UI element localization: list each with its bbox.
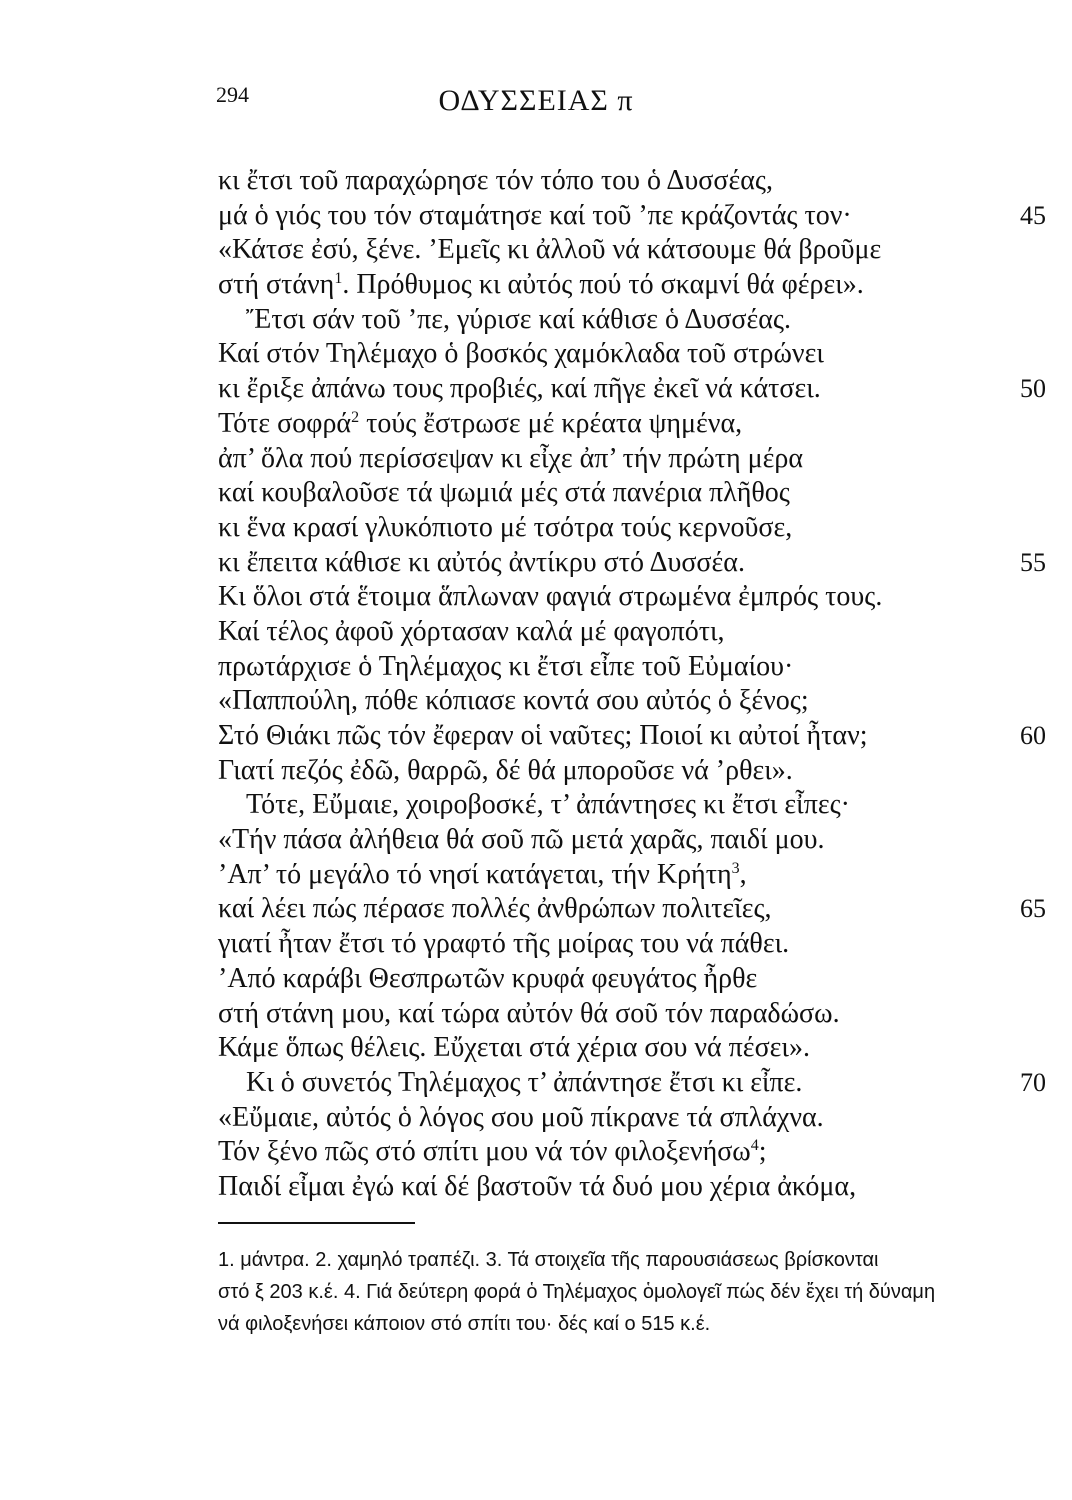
verse-text-main: ἀπ’ ὅλα πού περίσσεψαν κι εἶχε ἀπ’ τήν πρώτη μέρα [218, 442, 804, 474]
page-number: 294 [216, 82, 249, 107]
running-head: ΟΔΥΣΣΕΙΑΣ π [438, 84, 634, 117]
verse-line [0, 511, 1072, 546]
verse-text [218, 719, 868, 754]
verse-text [218, 233, 881, 268]
verse-text-main: «Εὔμαιε, αὐτός ὁ λόγος σου μοῦ πίκρανε τά σπλάχνα. [218, 1101, 824, 1133]
footnote-divider [218, 1222, 415, 1224]
footnote-line: στό ξ 203 κ.έ. 4. Γιά δεύτερη φορά ὁ Τηλέμαχος ὁμολογεῖ πώς δέν ἔχει τή δύναμη [218, 1281, 936, 1303]
verse-line [0, 1135, 1072, 1170]
verse-line [0, 962, 1072, 997]
verse-number: 50 [1020, 374, 1046, 404]
verse-text [218, 615, 725, 650]
verse-number: 60 [1020, 721, 1046, 750]
verse-text [246, 303, 791, 338]
verse-line [0, 442, 1072, 477]
verse-text-main: πρωτάρχισε ὁ Τηλέμαχος κι ἔτσι εἶπε τοῦ Εὐμαίου· [218, 650, 794, 682]
verse-text [218, 476, 790, 511]
verse-text-main: Παιδί εἶμαι ἐγώ καί δέ βαστοῦν τά δυό μου χέρια ἀκόμα, [218, 1170, 857, 1202]
verse-text [218, 1135, 767, 1170]
verse-text [218, 684, 809, 719]
verse-line [0, 337, 1072, 372]
verse-number: 45 [1020, 200, 1046, 230]
verse-text-main: καί κουβαλοῦσε τά ψωμιά μές στά πανέρια πλῆθος [218, 477, 790, 509]
verse-line [0, 372, 1072, 407]
verse-text [218, 962, 757, 997]
verse-text [218, 823, 824, 858]
footnote-line: νά φιλοξενήσει κάποιον στό σπίτι του· δές καί ο 515 κ.έ. [218, 1313, 711, 1335]
footnotes [218, 1244, 1046, 1340]
verse-text-main: κι ἔπειτα κάθισε κι αὐτός ἀντίκρυ στό Δυσσέα. [218, 546, 745, 578]
verse-text-main: Καί στόν Τηλέμαχο ὁ βοσκός χαμόκλαδα τοῦ στρώνει [218, 338, 824, 370]
verse-line [0, 268, 1072, 303]
verse-text [218, 580, 882, 615]
verse-line [0, 546, 1072, 581]
verse-text-continuation: , [739, 858, 747, 890]
verse-block [0, 164, 1072, 1205]
verse-line [0, 303, 1072, 338]
verse-line [0, 892, 1072, 927]
verse-line [0, 788, 1072, 823]
verse-text-main: Τότε, Εὔμαιε, χοιροβοσκέ, τ’ ἀπάντησες κι ἔτσι εἶπες· [246, 789, 850, 821]
verse-text [218, 858, 747, 893]
verse-text-main: Κάμε ὅπως θέλεις. Εὔχεται στά χέρια σου νά πέσει». [218, 1032, 810, 1064]
verse-text [218, 442, 803, 477]
verse-line [0, 233, 1072, 268]
verse-text [246, 1066, 802, 1101]
verse-line [0, 858, 1072, 893]
verse-line [0, 1101, 1072, 1136]
verse-text [218, 546, 745, 581]
verse-line [0, 199, 1072, 234]
verse-text-main: Τότε σοφρά [218, 407, 352, 439]
verse-text [218, 407, 742, 442]
verse-text [218, 372, 821, 407]
verse-text [218, 997, 840, 1032]
verse-text-main: Κι ὅλοι στά ἕτοιμα ἅπλωναν φαγιά στρωμένα ἐμπρός τους. [218, 581, 883, 613]
verse-line [0, 1031, 1072, 1066]
verse-text-main: ’Απ’ τό μεγάλο τό νησί κατάγεται, τήν Κρήτη [218, 858, 732, 890]
verse-text-main: κι ἔτσι τοῦ παραχώρησε τόν τόπο του ὁ Δυσσέας, [218, 165, 773, 196]
verse-text-main: Καί τέλος ἀφοῦ χόρτασαν καλά μέ φαγοπότι, [218, 615, 725, 647]
verse-text-main: καί λέει πώς πέρασε πολλές ἀνθρώπων πολιτεῖες, [218, 893, 772, 925]
verse-number: 70 [1020, 1067, 1046, 1097]
verse-text [218, 268, 864, 303]
verse-line [0, 1066, 1072, 1101]
verse-text [218, 511, 792, 546]
verse-text-main: στή στάνη [218, 269, 335, 301]
verse-text-main: Τόν ξένο πῶς στό σπίτι μου νά τόν φιλοξενήσω [218, 1136, 751, 1168]
verse-text-main: «Τήν πάσα ἀλήθεια θά σοῦ πῶ μετά χαρᾶς, παιδί μου. [218, 824, 825, 856]
verse-line [0, 1170, 1072, 1205]
verse-text [218, 199, 852, 234]
verse-line [0, 823, 1072, 858]
verse-text-main: κι ἔριξε ἀπάνω τους προβιές, καί πῆγε ἐκεῖ νά κάτσει. [218, 373, 821, 405]
verse-text-main: Γιατί πεζός ἐδῶ, θαρρῶ, δέ θά μποροῦσε νά ’ρθει». [218, 754, 793, 786]
verse-text-main: «Παππούλη, πόθε κόπιασε κοντά σου αὐτός ὁ ξένος; [218, 685, 809, 717]
verse-number: 55 [1020, 547, 1046, 577]
verse-text-main: ’Από καράβι Θεσπρωτῶν κρυφά φευγάτος ἦρθε [218, 962, 758, 994]
verse-line [0, 476, 1072, 511]
verse-text-main: μά ὁ γιός του τόν σταμάτησε καί τοῦ ’πε κράζοντάς τον· [218, 199, 852, 231]
verse-text-continuation: τούς ἔστρωσε μέ κρέατα ψημένα, [359, 407, 743, 439]
footnote-marker: 1 [334, 270, 343, 288]
verse-text [218, 337, 824, 372]
verse-text [218, 892, 772, 927]
verse-text [218, 650, 793, 685]
verse-text [246, 788, 850, 823]
verse-line [0, 407, 1072, 442]
verse-text-main: Ἔτσι σάν τοῦ ’πε, γύρισε καί κάθισε ὁ Δυσσέας. [246, 303, 791, 335]
footnote-marker: 2 [351, 408, 360, 426]
verse-text-main: στή στάνη μου, καί τώρα αὐτόν θά σοῦ τόν παραδώσω. [218, 997, 840, 1029]
verse-text-continuation: . Πρόθυμος κι αὐτός πού τό σκαμνί θά φέρει». [342, 269, 864, 301]
verse-line [0, 650, 1072, 685]
verse-line [0, 997, 1072, 1032]
verse-text-continuation: ; [758, 1136, 767, 1168]
verse-text-main: κι ἕνα κρασί γλυκόπιοτο μέ τσότρα τούς κερνοῦσε, [218, 511, 793, 543]
verse-line [0, 615, 1072, 650]
verse-text [218, 1170, 856, 1205]
verse-line [0, 719, 1072, 754]
verse-line [0, 754, 1072, 789]
verse-text [218, 1031, 810, 1066]
verse-text-main: Στό Θιάκι πῶς τόν ἔφεραν οἱ ναῦτες; Ποιοί κι αὐτοί ἦταν; [218, 720, 868, 751]
verse-number: 65 [1020, 894, 1046, 924]
verse-line [0, 580, 1072, 615]
verse-text [218, 164, 773, 199]
verse-text [218, 1101, 824, 1136]
verse-text-main: «Κάτσε ἐσύ, ξένε. ’Εμεῖς κι ἀλλοῦ νά κάτσουμε θά βροῦμε [218, 234, 882, 266]
verse-text [218, 754, 793, 789]
verse-line [0, 684, 1072, 719]
verse-text [218, 927, 789, 962]
footnote-line: 1. μάντρα. 2. χαμηλό τραπέζι. 3. Τά στοιχεῖα τῆς παρουσιάσεως βρίσκονται [218, 1249, 879, 1271]
footnote-marker: 4 [750, 1137, 759, 1155]
verse-line [0, 927, 1072, 962]
verse-text-main: Κι ὁ συνετός Τηλέμαχος τ’ ἀπάντησε ἔτσι κι εἶπε. [246, 1066, 803, 1098]
verse-line [0, 164, 1072, 199]
verse-text-main: γιατί ἦταν ἔτσι τό γραφτό τῆς μοίρας του νά πάθει. [218, 928, 790, 960]
footnote-marker: 3 [731, 859, 740, 877]
